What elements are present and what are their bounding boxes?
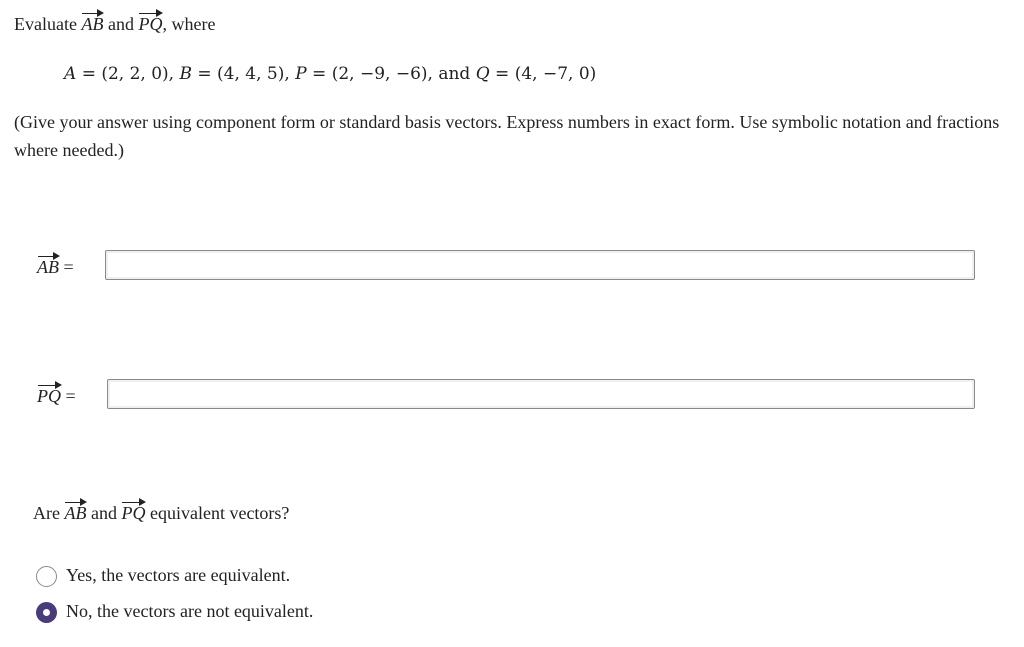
radio-yes-label[interactable]: Yes, the vectors are equivalent. <box>66 565 291 585</box>
vector-ab-label: AB <box>37 257 59 277</box>
equivalence-question <box>33 501 289 524</box>
pq-answer-label <box>37 384 76 407</box>
point-b-value: = (4, 4, 5), <box>197 64 290 84</box>
ab-answer-input[interactable] <box>105 250 975 280</box>
ab-equals: = <box>63 257 74 277</box>
point-b-label: B <box>179 64 192 84</box>
pq-answer-input[interactable] <box>107 379 975 409</box>
point-q-value: = (4, −7, 0) <box>495 64 597 84</box>
equivalence-and: and <box>90 503 117 523</box>
point-a-value: = (2, 2, 0), <box>81 64 175 84</box>
vector-ab-heading: AB <box>81 14 104 34</box>
radio-no-button[interactable] <box>36 602 57 623</box>
point-p-value: = (2, −9, −6), and <box>312 64 471 84</box>
instructions-text: (Give your answer using component form or standard basis vectors. Express numbers in exact form. Use symbolic notation and fractions where needed.) <box>14 112 1000 160</box>
question-prefix: Evaluate <box>14 14 77 34</box>
pq-equals: = <box>65 386 76 406</box>
radio-yes-button[interactable] <box>36 566 57 587</box>
ab-answer-label <box>37 255 74 278</box>
radio-no-label[interactable]: No, the vectors are not equivalent. <box>66 601 314 621</box>
equivalence-suffix: equivalent vectors? <box>149 503 290 523</box>
equivalence-prefix: Are <box>33 503 60 523</box>
vector-pq-heading: PQ <box>138 14 163 34</box>
vector-pq-question: PQ <box>121 503 146 523</box>
point-a-label: A <box>64 64 77 84</box>
point-p-label: P <box>295 64 307 84</box>
point-q-label: Q <box>475 64 490 84</box>
question-suffix: , where <box>162 14 216 34</box>
vector-pq-label: PQ <box>37 386 61 406</box>
points-definition <box>64 64 596 84</box>
question-text <box>14 12 215 35</box>
question-and: and <box>107 14 134 34</box>
vector-ab-question: AB <box>64 503 87 523</box>
